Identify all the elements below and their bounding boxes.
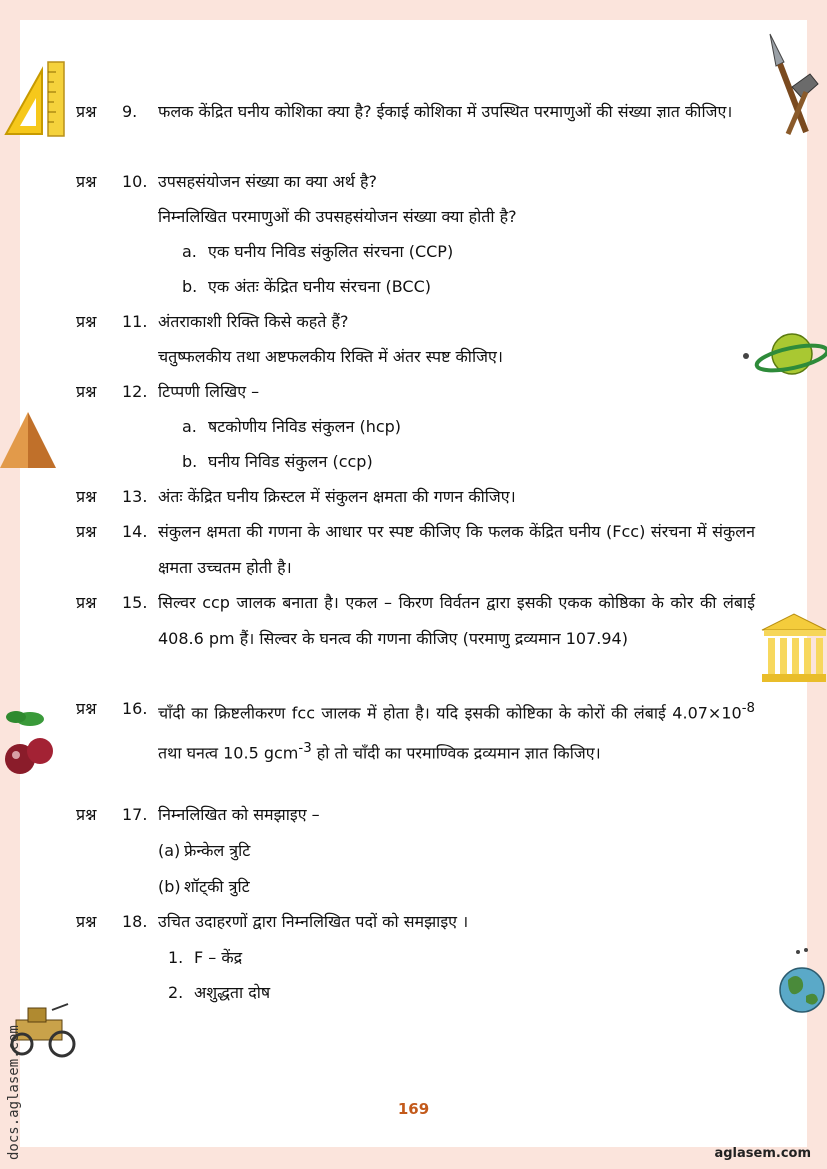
stone-tools-icon: [762, 32, 824, 137]
greek-temple-icon: [760, 612, 827, 684]
question-number: 13.: [122, 487, 148, 506]
sub-item-marker: b.: [182, 452, 198, 471]
sub-item-text: अशुद्धता दोष: [194, 983, 271, 1002]
question-text: निम्नलिखित को समझाइए –: [158, 805, 320, 824]
sub-item: [182, 444, 373, 480]
sub-item-text: एक अंतः केंद्रित घनीय संरचना (BCC): [208, 277, 432, 296]
sub-item-text: एक घनीय निविड संकुलित संरचना (CCP): [208, 242, 454, 261]
question-text: उचित उदाहरणों द्वारा निम्नलिखित पदों को समझाइए ।: [158, 912, 469, 931]
sub-item-marker: (b): [158, 877, 181, 896]
question-label: प्रश्न: [76, 912, 97, 931]
question-text: अंतराकाशी रिक्ति किसे कहते हैं?: [158, 312, 349, 331]
question-label: प्रश्न: [76, 312, 97, 331]
question-text: टिप्पणी लिखिए –: [158, 382, 260, 401]
sub-item: [158, 833, 250, 869]
sub-item-marker: a.: [182, 417, 197, 436]
sub-item: [158, 869, 250, 905]
question-text: सिल्वर ccp जालक बनाता है। एकल – किरण विर्वतन द्वारा इसकी एकक कोष्ठिका के कोर की लंबाई 408.6 pm हैं। सिल्वर के घनत्व की गणना कीजिए (परमाणु द्रव्यमान 107.94): [158, 593, 755, 648]
sub-item-text: F – केंद्र: [194, 948, 243, 967]
question-number: 17.: [122, 805, 148, 824]
superscript: -8: [741, 701, 755, 716]
site-link[interactable]: aglasem.com: [714, 1146, 811, 1161]
question-label: प्रश्न: [76, 382, 97, 401]
sub-item-text: षटकोणीय निविड संकुलन (hcp): [208, 417, 402, 436]
question-text-line2: निम्नलिखित परमाणुओं की उपसहसंयोजन संख्या क्या होती है?: [158, 207, 517, 226]
earth-globe-icon: [776, 946, 827, 1018]
question-label: प्रश्न: [76, 487, 97, 506]
question-number: 18.: [122, 912, 148, 931]
sub-item-marker: a.: [182, 242, 197, 261]
sub-item: [182, 269, 431, 305]
question-label: प्रश्न: [76, 699, 97, 718]
question-number: 16.: [122, 699, 148, 718]
question-text-part: हो तो चाँदी का परमाण्विक द्रव्यमान ज्ञात किजिए।: [311, 743, 601, 763]
question-text-line2: चतुष्फलकीय तथा अष्टफलकीय रिक्ति में अंतर स्पष्ट कीजिए।: [158, 347, 503, 366]
question-label: प्रश्न: [76, 522, 97, 541]
question-label: प्रश्न: [76, 593, 97, 612]
set-square-ruler-icon: [2, 60, 72, 138]
question-number: 15.: [122, 593, 148, 612]
sub-item: [182, 234, 453, 270]
sub-item-marker: 2.: [168, 983, 184, 1002]
question-text: फलक केंद्रित घनीय कोशिका क्या है? ईकाई कोशिका में उपस्थित परमाणुओं की संख्या ज्ञात कीजिए।: [158, 102, 733, 121]
watermark: docs.aglasem.com: [6, 1025, 22, 1160]
question-text: अंतः केंद्रित घनीय क्रिस्टल में संकुलन क्षमता की गणन कीजिए।: [158, 487, 516, 506]
superscript: -3: [298, 741, 312, 757]
cherries-icon: [0, 705, 58, 779]
question-text: उपसहसंयोजन संख्या का क्या अर्थ है?: [158, 172, 378, 191]
sub-item: [182, 409, 401, 445]
question-text: संकुलन क्षमता की गणना के आधार पर स्पष्ट कीजिए कि फलक केंद्रित घनीय (Fcc) संरचना में संकुलन क्षमता उच्चतम होती है।: [158, 522, 755, 577]
sub-item-marker: (a): [158, 841, 181, 860]
question-number: 12.: [122, 382, 148, 401]
question-number: 11.: [122, 312, 148, 331]
sub-item: [168, 940, 242, 976]
sub-item-text: फ्रेन्केल त्रुटि: [184, 841, 251, 860]
question-number: 14.: [122, 522, 148, 541]
page-number: 169: [397, 1100, 430, 1118]
sub-item-text: शॉट्की त्रुटि: [184, 877, 250, 896]
question-label: प्रश्न: [76, 172, 97, 191]
question-number: 9.: [122, 102, 138, 121]
question-number: 10.: [122, 172, 148, 191]
sub-item-text: घनीय निविड संकुलन (ccp): [208, 452, 373, 471]
sub-item-marker: 1.: [168, 948, 184, 967]
question-text-part: चाँदी का क्रिष्टलीकरण fcc जालक में होता है। यदि इसकी कोष्टिका के कोरों की लंबाई 4.07×10: [158, 703, 742, 723]
question-text-part: तथा घनत्व 10.5 gcm: [158, 743, 299, 763]
question-label: प्रश्न: [76, 102, 97, 121]
sub-item-marker: b.: [182, 277, 198, 296]
question-label: प्रश्न: [76, 805, 97, 824]
pyramid-icon: [0, 410, 58, 470]
question-text: [158, 691, 755, 772]
sub-item: [168, 975, 270, 1011]
